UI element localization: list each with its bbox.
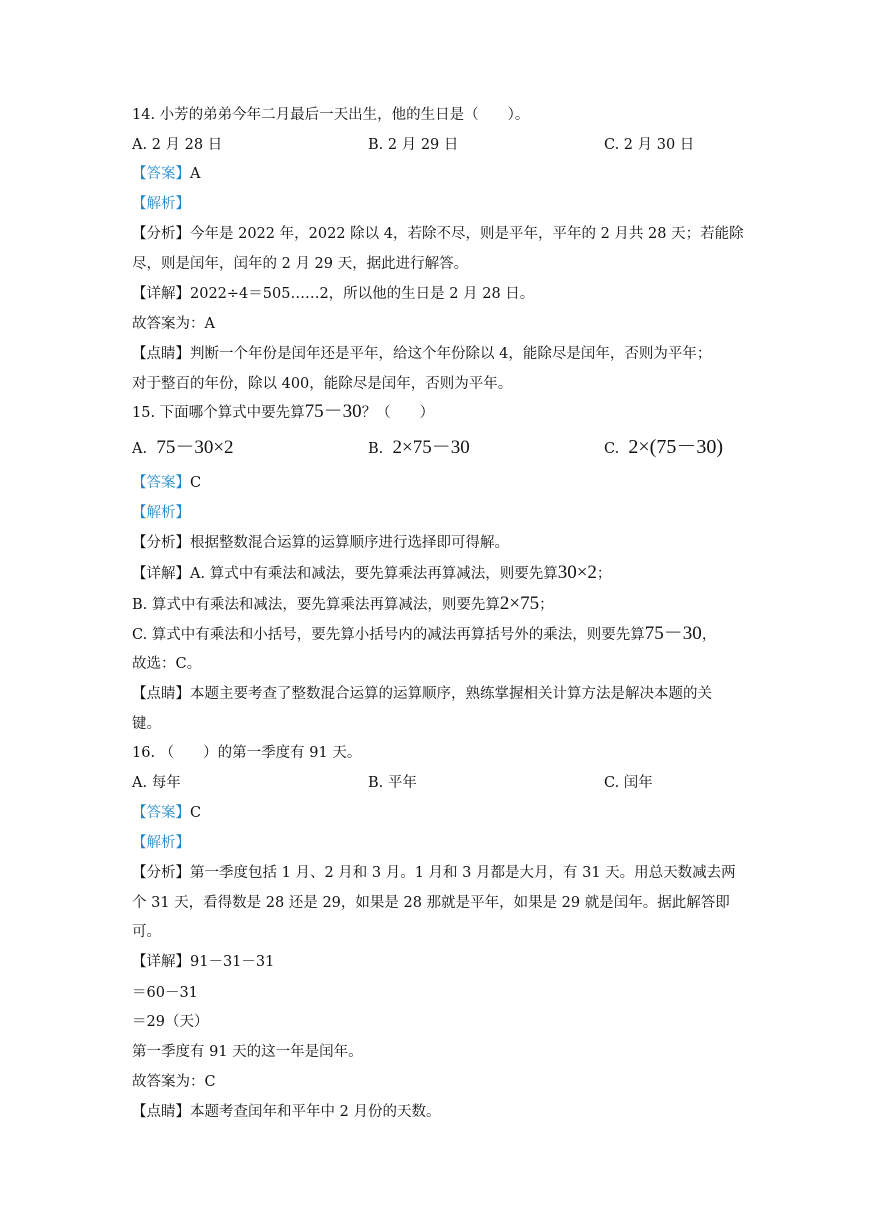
xiangjie-text: C. 算式中有乘法和小括号，要先算小括号内的减法再算括号外的乘法，则要先算 (132, 627, 645, 643)
q14-option-a: A. 2 月 28 日 (132, 137, 223, 153)
answer-value: C (190, 475, 202, 491)
q14-xiangjie (132, 284, 534, 304)
q15-analysis-tag: 【解析】 (132, 505, 190, 521)
q16-conclusion: 故答案为：C (132, 1074, 216, 1090)
q15-stem-text: 15. 下面哪个算式中要先算 (132, 405, 305, 421)
dianjing-tag: 【点睛】 (132, 346, 190, 362)
q16-option-c: C. 闰年 (604, 775, 653, 791)
xiangjie-tag: 【详解】 (132, 566, 190, 582)
q14-analysis-tag: 【解析】 (132, 196, 190, 212)
q14-dianjing-line-2: 对于整百的年份，除以 400，能除尽是闰年，否则为平年。 (132, 376, 513, 392)
q16-option-a: A. 每年 (132, 775, 181, 791)
xiangjie-text: B. 算式中有乘法和减法，要先算乘法再算减法，则要先算 (132, 597, 500, 613)
q15-answer (132, 473, 201, 493)
calc-step-1: 91－31－31 (190, 954, 275, 970)
q15-option-c (604, 437, 723, 459)
fenxi-tag: 【分析】 (132, 535, 190, 551)
option-math: 2×75－30 (392, 437, 470, 458)
q14-option-b: B. 2 月 29 日 (368, 137, 459, 153)
option-math: 2×(75－30) (628, 436, 724, 458)
q15-fenxi (132, 533, 509, 553)
q14-stem: 14. 小芳的弟弟今年二月最后一天出生，他的生日是（ ）。 (132, 107, 530, 123)
xiangjie-tag: 【详解】 (132, 954, 190, 970)
q14-conclusion: 故答案为：A (132, 316, 215, 332)
q15-dianjing-line-1 (132, 684, 712, 704)
answer-tag: 【答案】 (132, 475, 190, 491)
q14-answer (132, 164, 200, 184)
q16-fenxi-line-1 (132, 863, 736, 883)
q16-fenxi-line-2: 个 31 天，看得数是 28 还是 29，如果是 28 那就是平年，如果是 29 就是闰年。据此解答即 (132, 895, 730, 911)
q16-option-b: B. 平年 (368, 775, 417, 791)
q16-answer (132, 803, 201, 823)
q14-dianjing-line-1 (132, 344, 711, 364)
fenxi-tag: 【分析】 (132, 226, 190, 242)
xiangjie-tail: ， (701, 627, 717, 643)
xiangjie-tail: ； (539, 597, 554, 613)
option-letter: C. (604, 441, 620, 457)
option-letter: A. (132, 441, 148, 457)
dianjing-text: 本题考查闰年和平年中 2 月份的天数。 (190, 1104, 441, 1120)
answer-tag: 【答案】 (132, 166, 190, 182)
option-math: 75－30×2 (156, 437, 234, 458)
dianjing-tag: 【点睛】 (132, 686, 190, 702)
q15-xiangjie-line-a (132, 563, 611, 584)
fenxi-text: 今年是 2022 年，2022 除以 4，若除不尽，则是平年，平年的 2 月共 28 天；若能除 (190, 226, 744, 242)
q14-fenxi-line-1 (132, 224, 744, 244)
q15-xiangjie-line-c (132, 624, 716, 645)
dianjing-text: 本题主要考查了整数混合运算的运算顺序，熟练掌握相关计算方法是解决本题的关 (190, 686, 712, 702)
q16-calc-step-2: ＝60－31 (132, 985, 198, 1001)
fenxi-text: 根据整数混合运算的运算顺序进行选择即可得解。 (190, 535, 509, 551)
q16-fenxi-line-3: 可。 (132, 924, 161, 940)
xiangjie-tag: 【详解】 (132, 286, 190, 302)
xiangjie-tail: ； (596, 566, 612, 582)
q16-statement: 第一季度有 91 天的这一年是闰年。 (132, 1044, 363, 1060)
fenxi-text: 第一季度包括 1 月、2 月和 3 月。1 月和 3 月都是大月，有 31 天。用总天数减去两 (190, 865, 736, 881)
q15-stem (132, 402, 434, 423)
dianjing-text: 判断一个年份是闰年还是平年，给这个年份除以 4，能除尽是闰年，否则为平年； (190, 346, 712, 362)
q15-stem-tail: ？（ ） (361, 405, 435, 421)
fenxi-tag: 【分析】 (132, 865, 190, 881)
q16-xiangjie (132, 952, 274, 972)
q15-xiangjie-line-b (132, 594, 554, 615)
q16-dianjing (132, 1102, 440, 1122)
option-letter: B. (368, 441, 384, 457)
xiangjie-math: 2×75 (499, 593, 540, 614)
answer-tag: 【答案】 (132, 805, 190, 821)
q16-analysis-tag: 【解析】 (132, 835, 190, 851)
q15-dianjing-line-2: 键。 (132, 716, 161, 732)
q15-stem-math: 75－30 (304, 401, 362, 422)
answer-value: A (190, 166, 201, 182)
xiangjie-math: 75－30 (644, 623, 702, 644)
xiangjie-text: A. 算式中有乘法和减法，要先算乘法再算减法，则要先算 (190, 566, 558, 582)
xiangjie-math: 30×2 (557, 562, 597, 583)
xiangjie-text: 2022÷4＝505……2，所以他的生日是 2 月 28 日。 (190, 286, 535, 302)
q14-option-c: C. 2 月 30 日 (604, 137, 695, 153)
q15-option-a (132, 438, 234, 459)
answer-value: C (190, 805, 202, 821)
q14-fenxi-line-2: 尽，则是闰年，闰年的 2 月 29 天，据此进行解答。 (132, 256, 469, 272)
q16-calc-step-3: ＝29（天） (132, 1014, 209, 1030)
q15-conclusion: 故选：C。 (132, 656, 202, 672)
q16-stem: 16. （ ）的第一季度有 91 天。 (132, 745, 362, 761)
q15-option-b (368, 438, 470, 459)
dianjing-tag: 【点睛】 (132, 1104, 190, 1120)
